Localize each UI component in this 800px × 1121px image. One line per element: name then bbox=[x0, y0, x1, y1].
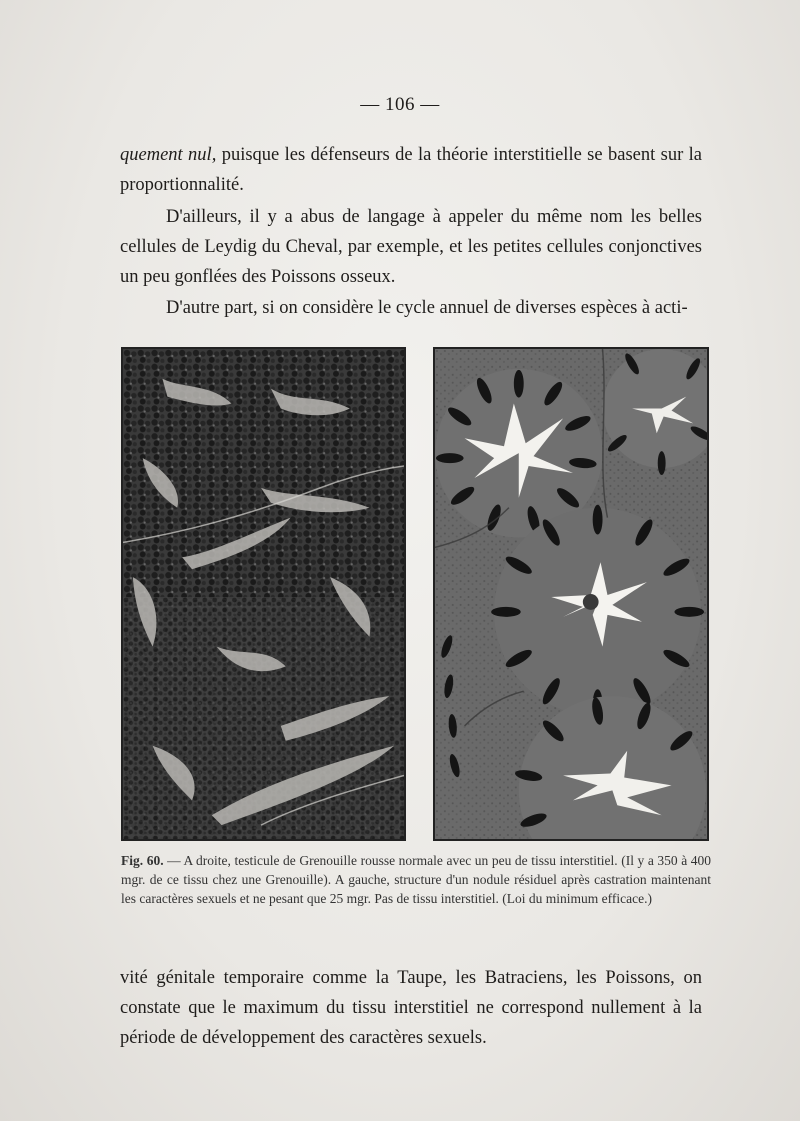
figure-caption bbox=[121, 851, 711, 908]
paragraph-3: D'autre part, si on considère le cycle annuel de diverses espèces à acti- bbox=[166, 298, 688, 318]
page-number: — 106 — bbox=[360, 94, 440, 115]
figure-caption-text: — A droite, testicule de Grenouille rousse normale avec un peu de tissu interstitiel. (Il y a 350 à 400 mgr. de ce tissu chez une Grenouille). A gauche, structure d'un nodule résiduel après castration maintenant les caractères sexuels et ne pesant que 25 mgr. Pas de tissu interstitiel. (Loi du minimum efficace.) bbox=[121, 853, 711, 906]
paragraph-4: vité génitale temporaire comme la Taupe, les Batraciens, les Poissons, on constate que le maximum du tissu interstitiel ne correspond nullement à la période de développement des caractères sexuels. bbox=[120, 968, 702, 1048]
paragraph-1 bbox=[120, 140, 702, 200]
micrograph-right bbox=[433, 347, 709, 841]
paragraph-1-text: puisque les défenseurs de la théorie interstitielle se basent sur la proportionnalité. bbox=[120, 145, 702, 195]
paragraph-2: D'ailleurs, il y a abus de langage à appeler du même nom les belles cellules de Leydig du Cheval, par exemple, et les petites cellules conjonctives un peu gonflées des Poissons osseux. bbox=[120, 207, 702, 287]
figure-label: Fig. 60. bbox=[121, 853, 164, 868]
paragraph-1-lead: quement nul, bbox=[120, 145, 217, 165]
micrograph-left bbox=[121, 347, 406, 841]
